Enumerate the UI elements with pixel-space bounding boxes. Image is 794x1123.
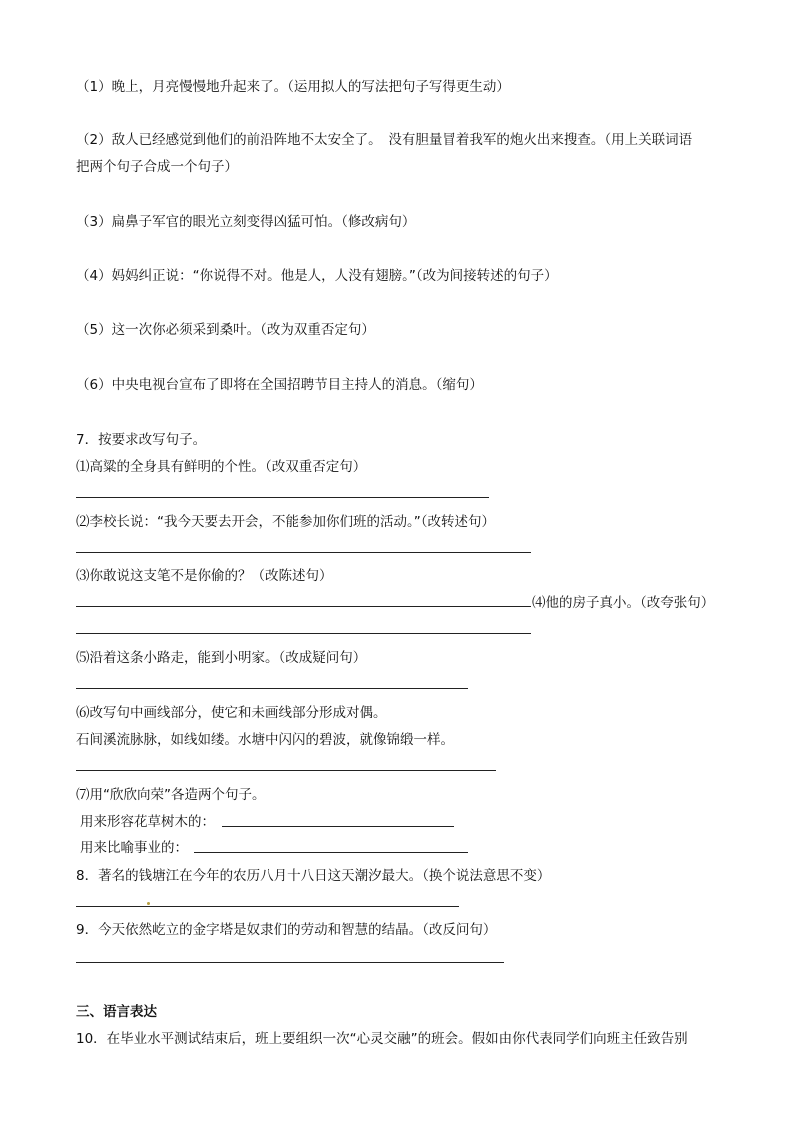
section-3-heading: 三、语言表达: [76, 1004, 157, 1020]
answer-line-9[interactable]: [76, 962, 504, 963]
sentence-item-3: （3）扁鼻子军官的眼光立刻变得凶猛可怕。（修改病句）: [76, 214, 416, 230]
sentence-item-1: （1）晚上，月亮慢慢地升起来了。（运用拟人的写法把句子写得更生动）: [76, 79, 510, 95]
answer-line-7-3[interactable]: [76, 606, 531, 607]
question-7-sub-7: ⑺用“欣欣向荣”各造两个句子。: [76, 787, 266, 803]
answer-line-7-5[interactable]: [76, 688, 468, 689]
question-9: 9．今天依然屹立的金字塔是奴隶们的劳动和智慧的结晶。（改反问句）: [76, 922, 497, 938]
sentence-item-2-cont: 把两个句子合成一个句子）: [76, 159, 238, 175]
sentence-item-2: （2）敌人已经感觉到他们的前沿阵地不太安全了。 没有胆量冒着我军的炮火出来搜查。（用上关联词语: [76, 132, 693, 148]
answer-line-8[interactable]: [76, 906, 459, 907]
answer-line-7-1[interactable]: [76, 497, 489, 498]
question-7-sub-4: ⑷他的房子真小。（改夸张句）: [532, 595, 715, 611]
sentence-item-6: （6）中央电视台宣布了即将在全国招聘节目主持人的消息。（缩句）: [76, 377, 483, 393]
question-7-sub-5: ⑸沿着这条小路走，能到小明家。（改成疑问句）: [76, 650, 367, 666]
question-8: 8．著名的钱塘江在今年的农历八月十八日这天潮汐最大。（换个说法意思不变）: [76, 868, 551, 884]
question-7-sub-7-a: 用来形容花草树木的：: [80, 814, 215, 830]
question-7-sub-1: ⑴高粱的全身具有鲜明的个性。（改双重否定句）: [76, 459, 367, 475]
answer-line-7-2[interactable]: [76, 552, 531, 553]
question-7-sub-7-b: 用来比喻事业的：: [80, 840, 188, 856]
answer-line-7-7a[interactable]: [222, 826, 454, 827]
sentence-item-4: （4）妈妈纠正说：“你说得不对。他是人，人没有翅膀。”（改为间接转述的句子）: [76, 268, 558, 284]
question-7-sub-2: ⑵李校长说：“我今天要去开会，不能参加你们班的活动。”（改转述句）: [76, 514, 495, 530]
question-7-title: 7．按要求改写句子。: [76, 432, 207, 448]
question-10: 10．在毕业水平测试结束后，班上要组织一次“心灵交融”的班会。假如由你代表同学们向班主任致告别: [76, 1031, 688, 1047]
question-7-sub-6: ⑹改写句中画线部分，使它和未画线部分形成对偶。: [76, 705, 387, 721]
answer-line-7-6[interactable]: [76, 770, 496, 771]
question-7-sub-6-sentence: 石间溪流脉脉，如线如缕。水塘中闪闪的碧波，就像锦缎一样。: [76, 732, 454, 748]
answer-line-7-4[interactable]: [76, 633, 531, 634]
sentence-item-5: （5）这一次你必须采到桑叶。（改为双重否定句）: [76, 322, 375, 338]
answer-line-7-7b[interactable]: [194, 852, 468, 853]
stray-mark: [147, 902, 150, 905]
question-7-sub-3: ⑶你敢说这支笔不是你偷的？（改陈述句）: [76, 568, 333, 584]
